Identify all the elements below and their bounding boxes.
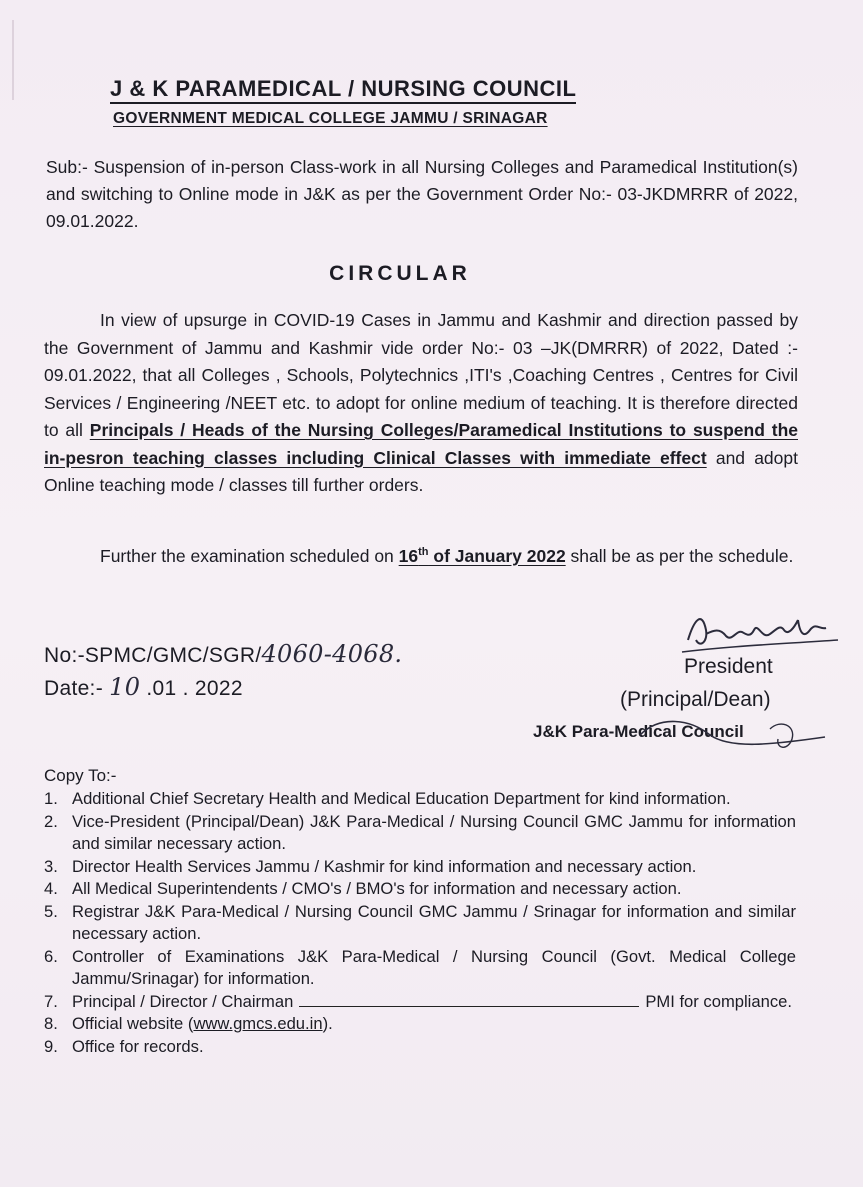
organization-subtitle: GOVERNMENT MEDICAL COLLEGE JAMMU / SRINAGAR	[113, 110, 548, 127]
copy-to-list	[44, 788, 796, 1058]
stamp-signature-mark	[600, 705, 830, 760]
signatory-council: J&K Para-Medical Council	[533, 722, 744, 741]
examination-note	[44, 538, 798, 571]
reference-date: Date:- 10 .01 . 2022	[44, 673, 243, 701]
organization-title: J & K PARAMEDICAL / NURSING COUNCIL	[110, 76, 730, 102]
signature-scrawl	[680, 600, 840, 660]
reference-number: No:-SPMC/GMC/SGR/4060-4068.	[44, 640, 403, 668]
body-text-part2: and adopt Online teaching mode / classes till further orders.	[44, 447, 798, 495]
list-item: 2. Vice-President (Principal/Dean) J&K Para-Medical / Nursing Council GMC Jammu for information and similar necessary action.	[44, 811, 796, 853]
signatory-role: (Principal/Dean)	[620, 688, 771, 711]
body-text-part1: In view of upsurge in COVID-19 Cases in Jammu and Kashmir and direction passed by the Government of Jammu and Kashmir vide order No:- 03 –JK(DMRRR) of 2022, Dated :- 09.01.2022, that all Colleges , Schools, Polytechnics ,ITI's ,Coaching Centres , Centres for Civil Services / Engineering /NEET etc. to adopt for online medium of teaching. It is therefore directed to all	[44, 310, 798, 440]
exam-text-part2: shall be as per the schedule.	[565, 545, 794, 566]
exam-date: 16th of January 2022	[398, 545, 566, 566]
body-emphasis: Principals / Heads of the Nursing Colleges/Paramedical Institutions to suspend the in-pesron teaching classes including Clinical Classes with immediate effect	[44, 420, 798, 468]
list-item: 7. Principal / Director / Chairman PMI for compliance.	[44, 991, 792, 1011]
list-item: 4. All Medical Superintendents / CMO's / BMO's for information and necessary action.	[44, 879, 682, 898]
website-link[interactable]: www.gmcs.edu.in	[193, 1014, 323, 1033]
handwritten-number: 4060-4068.	[261, 640, 403, 668]
circular-heading: CIRCULAR	[329, 262, 471, 285]
blank-line	[299, 994, 639, 1007]
copy-to-label: Copy To:-	[44, 766, 117, 785]
list-item: 9. Office for records.	[44, 1036, 204, 1056]
circular-body	[44, 307, 798, 500]
subject-line: Sub:- Suspension of in-person Class-work in all Nursing Colleges and Paramedical Institution(s) and switching to Online mode in J&K as per the Government Order No:- 03-JKDMRRR of 2022, 09.01.2022.	[46, 157, 798, 231]
handwritten-date: 10	[109, 673, 141, 701]
list-item: 3. Director Health Services Jammu / Kashmir for kind information and necessary action.	[44, 856, 697, 876]
list-item: 1. Additional Chief Secretary Health and Medical Education Department for kind information.	[44, 789, 731, 808]
paper-crease	[12, 20, 14, 100]
list-item: 5. Registrar J&K Para-Medical / Nursing Council GMC Jammu / Srinagar for information and similar necessary action.	[44, 901, 796, 943]
exam-text-part1: Further the examination scheduled on	[100, 545, 399, 566]
list-item: 6. Controller of Examinations J&K Para-Medical / Nursing Council (Govt. Medical College Jammu/Srinagar) for information.	[44, 946, 796, 988]
signatory-title: President	[684, 655, 773, 678]
list-item: 8. Official website (www.gmcs.edu.in).	[44, 1014, 333, 1033]
